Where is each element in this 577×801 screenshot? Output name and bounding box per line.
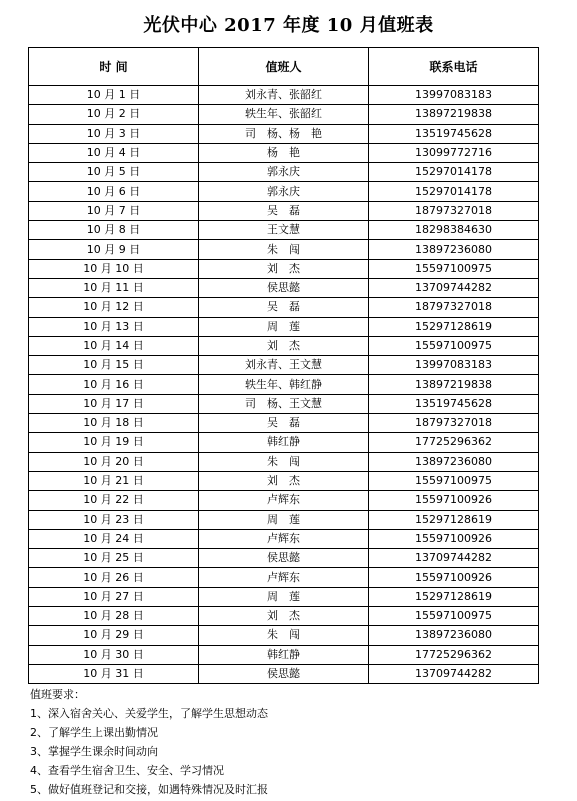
page-title: 光伏中心 2017 年度 10 月值班表: [143, 15, 434, 36]
table-row: [29, 452, 539, 471]
cell-person: 卢辉东: [199, 529, 369, 548]
cell-person: 吴 磊: [199, 201, 369, 220]
cell-date: 10 月 7 日: [29, 201, 199, 220]
cell-phone: 13709744282: [369, 549, 539, 568]
table-row: [29, 259, 539, 278]
cell-date: 10 月 8 日: [29, 221, 199, 240]
cell-date: 10 月 17 日: [29, 394, 199, 413]
cell-person: 杨 艳: [199, 143, 369, 162]
table-row: [29, 240, 539, 259]
cell-date: 10 月 28 日: [29, 607, 199, 626]
cell-phone: 18797327018: [369, 298, 539, 317]
cell-phone: 17725296362: [369, 433, 539, 452]
cell-phone: 13897236080: [369, 452, 539, 471]
cell-person: 轶生年、张韶红: [199, 105, 369, 124]
table-row: [29, 375, 539, 394]
cell-person: 朱 闯: [199, 626, 369, 645]
cell-phone: 15297014178: [369, 163, 539, 182]
cell-person: 侯思懿: [199, 664, 369, 683]
duty-requirements: [30, 685, 550, 799]
cell-date: 10 月 22 日: [29, 491, 199, 510]
cell-person: 侯思懿: [199, 549, 369, 568]
cell-phone: 15597100926: [369, 529, 539, 548]
header-phone: 联系电话: [369, 48, 539, 86]
table-row: [29, 105, 539, 124]
cell-date: 10 月 19 日: [29, 433, 199, 452]
cell-phone: 15297014178: [369, 182, 539, 201]
cell-phone: 15297128619: [369, 317, 539, 336]
cell-person: 吴 磊: [199, 298, 369, 317]
table-row: [29, 201, 539, 220]
cell-date: 10 月 16 日: [29, 375, 199, 394]
cell-phone: 13519745628: [369, 124, 539, 143]
table-row: [29, 278, 539, 297]
requirement-item: 5、做好值班登记和交接，如遇特殊情况及时汇报: [30, 783, 268, 796]
table-row: [29, 124, 539, 143]
cell-person: 周 莲: [199, 317, 369, 336]
table-row: [29, 143, 539, 162]
cell-date: 10 月 30 日: [29, 645, 199, 664]
cell-date: 10 月 18 日: [29, 414, 199, 433]
table-row: [29, 626, 539, 645]
cell-person: 卢辉东: [199, 491, 369, 510]
cell-date: 10 月 24 日: [29, 529, 199, 548]
cell-person: 卢辉东: [199, 568, 369, 587]
cell-date: 10 月 31 日: [29, 664, 199, 683]
cell-date: 10 月 26 日: [29, 568, 199, 587]
table-row: [29, 664, 539, 683]
header-time: 时 间: [29, 48, 199, 86]
cell-date: 10 月 6 日: [29, 182, 199, 201]
header-person: 值班人: [199, 48, 369, 86]
table-row: [29, 433, 539, 452]
cell-date: 10 月 27 日: [29, 587, 199, 606]
cell-phone: 13997083183: [369, 356, 539, 375]
table-row: [29, 510, 539, 529]
cell-person: 司 杨、王文慧: [199, 394, 369, 413]
cell-phone: 13897219838: [369, 375, 539, 394]
cell-phone: 15597100926: [369, 491, 539, 510]
table-row: [29, 529, 539, 548]
cell-phone: 13997083183: [369, 86, 539, 105]
cell-phone: 17725296362: [369, 645, 539, 664]
cell-person: 侯思懿: [199, 278, 369, 297]
duty-roster-table: [28, 47, 539, 684]
cell-phone: 15597100926: [369, 568, 539, 587]
cell-person: 韩红静: [199, 645, 369, 664]
cell-person: 韩红静: [199, 433, 369, 452]
cell-date: 10 月 23 日: [29, 510, 199, 529]
requirements-heading: 值班要求：: [30, 688, 85, 701]
cell-phone: 15597100975: [369, 607, 539, 626]
cell-person: 刘 杰: [199, 336, 369, 355]
cell-person: 周 莲: [199, 587, 369, 606]
table-row: [29, 356, 539, 375]
cell-phone: 15297128619: [369, 587, 539, 606]
cell-date: 10 月 2 日: [29, 105, 199, 124]
cell-phone: 13709744282: [369, 664, 539, 683]
cell-person: 郭永庆: [199, 182, 369, 201]
table-row: [29, 336, 539, 355]
cell-date: 10 月 12 日: [29, 298, 199, 317]
table-row: [29, 298, 539, 317]
cell-date: 10 月 20 日: [29, 452, 199, 471]
cell-date: 10 月 5 日: [29, 163, 199, 182]
cell-phone: 13897236080: [369, 626, 539, 645]
cell-date: 10 月 1 日: [29, 86, 199, 105]
table-row: [29, 86, 539, 105]
cell-person: 周 莲: [199, 510, 369, 529]
cell-date: 10 月 21 日: [29, 471, 199, 490]
cell-date: 10 月 10 日: [29, 259, 199, 278]
cell-person: 朱 闯: [199, 452, 369, 471]
requirement-item: 1、深入宿舍关心、关爱学生，了解学生思想动态: [30, 707, 268, 720]
table-row: [29, 568, 539, 587]
table-row: [29, 394, 539, 413]
table-row: [29, 549, 539, 568]
table-row: [29, 414, 539, 433]
cell-date: 10 月 13 日: [29, 317, 199, 336]
cell-phone: 15597100975: [369, 471, 539, 490]
table-body: [29, 86, 539, 684]
table-row: [29, 645, 539, 664]
requirement-item: 3、掌握学生课余时间动向: [30, 745, 158, 758]
requirement-item: 4、查看学生宿舍卫生、安全、学习情况: [30, 764, 224, 777]
cell-phone: 18298384630: [369, 221, 539, 240]
cell-person: 郭永庆: [199, 163, 369, 182]
table-row: [29, 607, 539, 626]
cell-date: 10 月 4 日: [29, 143, 199, 162]
cell-person: 刘永青、王文慧: [199, 356, 369, 375]
table-row: [29, 221, 539, 240]
cell-date: 10 月 14 日: [29, 336, 199, 355]
cell-phone: 13897219838: [369, 105, 539, 124]
table-header-row: [29, 48, 539, 86]
cell-date: 10 月 29 日: [29, 626, 199, 645]
cell-date: 10 月 3 日: [29, 124, 199, 143]
table-row: [29, 317, 539, 336]
table-row: [29, 587, 539, 606]
cell-phone: 15597100975: [369, 259, 539, 278]
cell-date: 10 月 11 日: [29, 278, 199, 297]
cell-date: 10 月 15 日: [29, 356, 199, 375]
cell-person: 刘 杰: [199, 259, 369, 278]
cell-date: 10 月 9 日: [29, 240, 199, 259]
cell-phone: 13099772716: [369, 143, 539, 162]
cell-phone: 18797327018: [369, 201, 539, 220]
cell-person: 刘 杰: [199, 471, 369, 490]
cell-person: 吴 磊: [199, 414, 369, 433]
table-row: [29, 491, 539, 510]
cell-phone: 13709744282: [369, 278, 539, 297]
table-row: [29, 182, 539, 201]
cell-person: 朱 闯: [199, 240, 369, 259]
table-row: [29, 163, 539, 182]
cell-phone: 15597100975: [369, 336, 539, 355]
cell-person: 刘永青、张韶红: [199, 86, 369, 105]
cell-person: 司 杨、杨 艳: [199, 124, 369, 143]
cell-phone: 15297128619: [369, 510, 539, 529]
cell-phone: 13897236080: [369, 240, 539, 259]
requirement-item: 2、了解学生上课出勤情况: [30, 726, 158, 739]
cell-phone: 13519745628: [369, 394, 539, 413]
cell-person: 王文慧: [199, 221, 369, 240]
cell-person: 刘 杰: [199, 607, 369, 626]
cell-phone: 18797327018: [369, 414, 539, 433]
cell-person: 轶生年、韩红静: [199, 375, 369, 394]
cell-date: 10 月 25 日: [29, 549, 199, 568]
table-row: [29, 471, 539, 490]
